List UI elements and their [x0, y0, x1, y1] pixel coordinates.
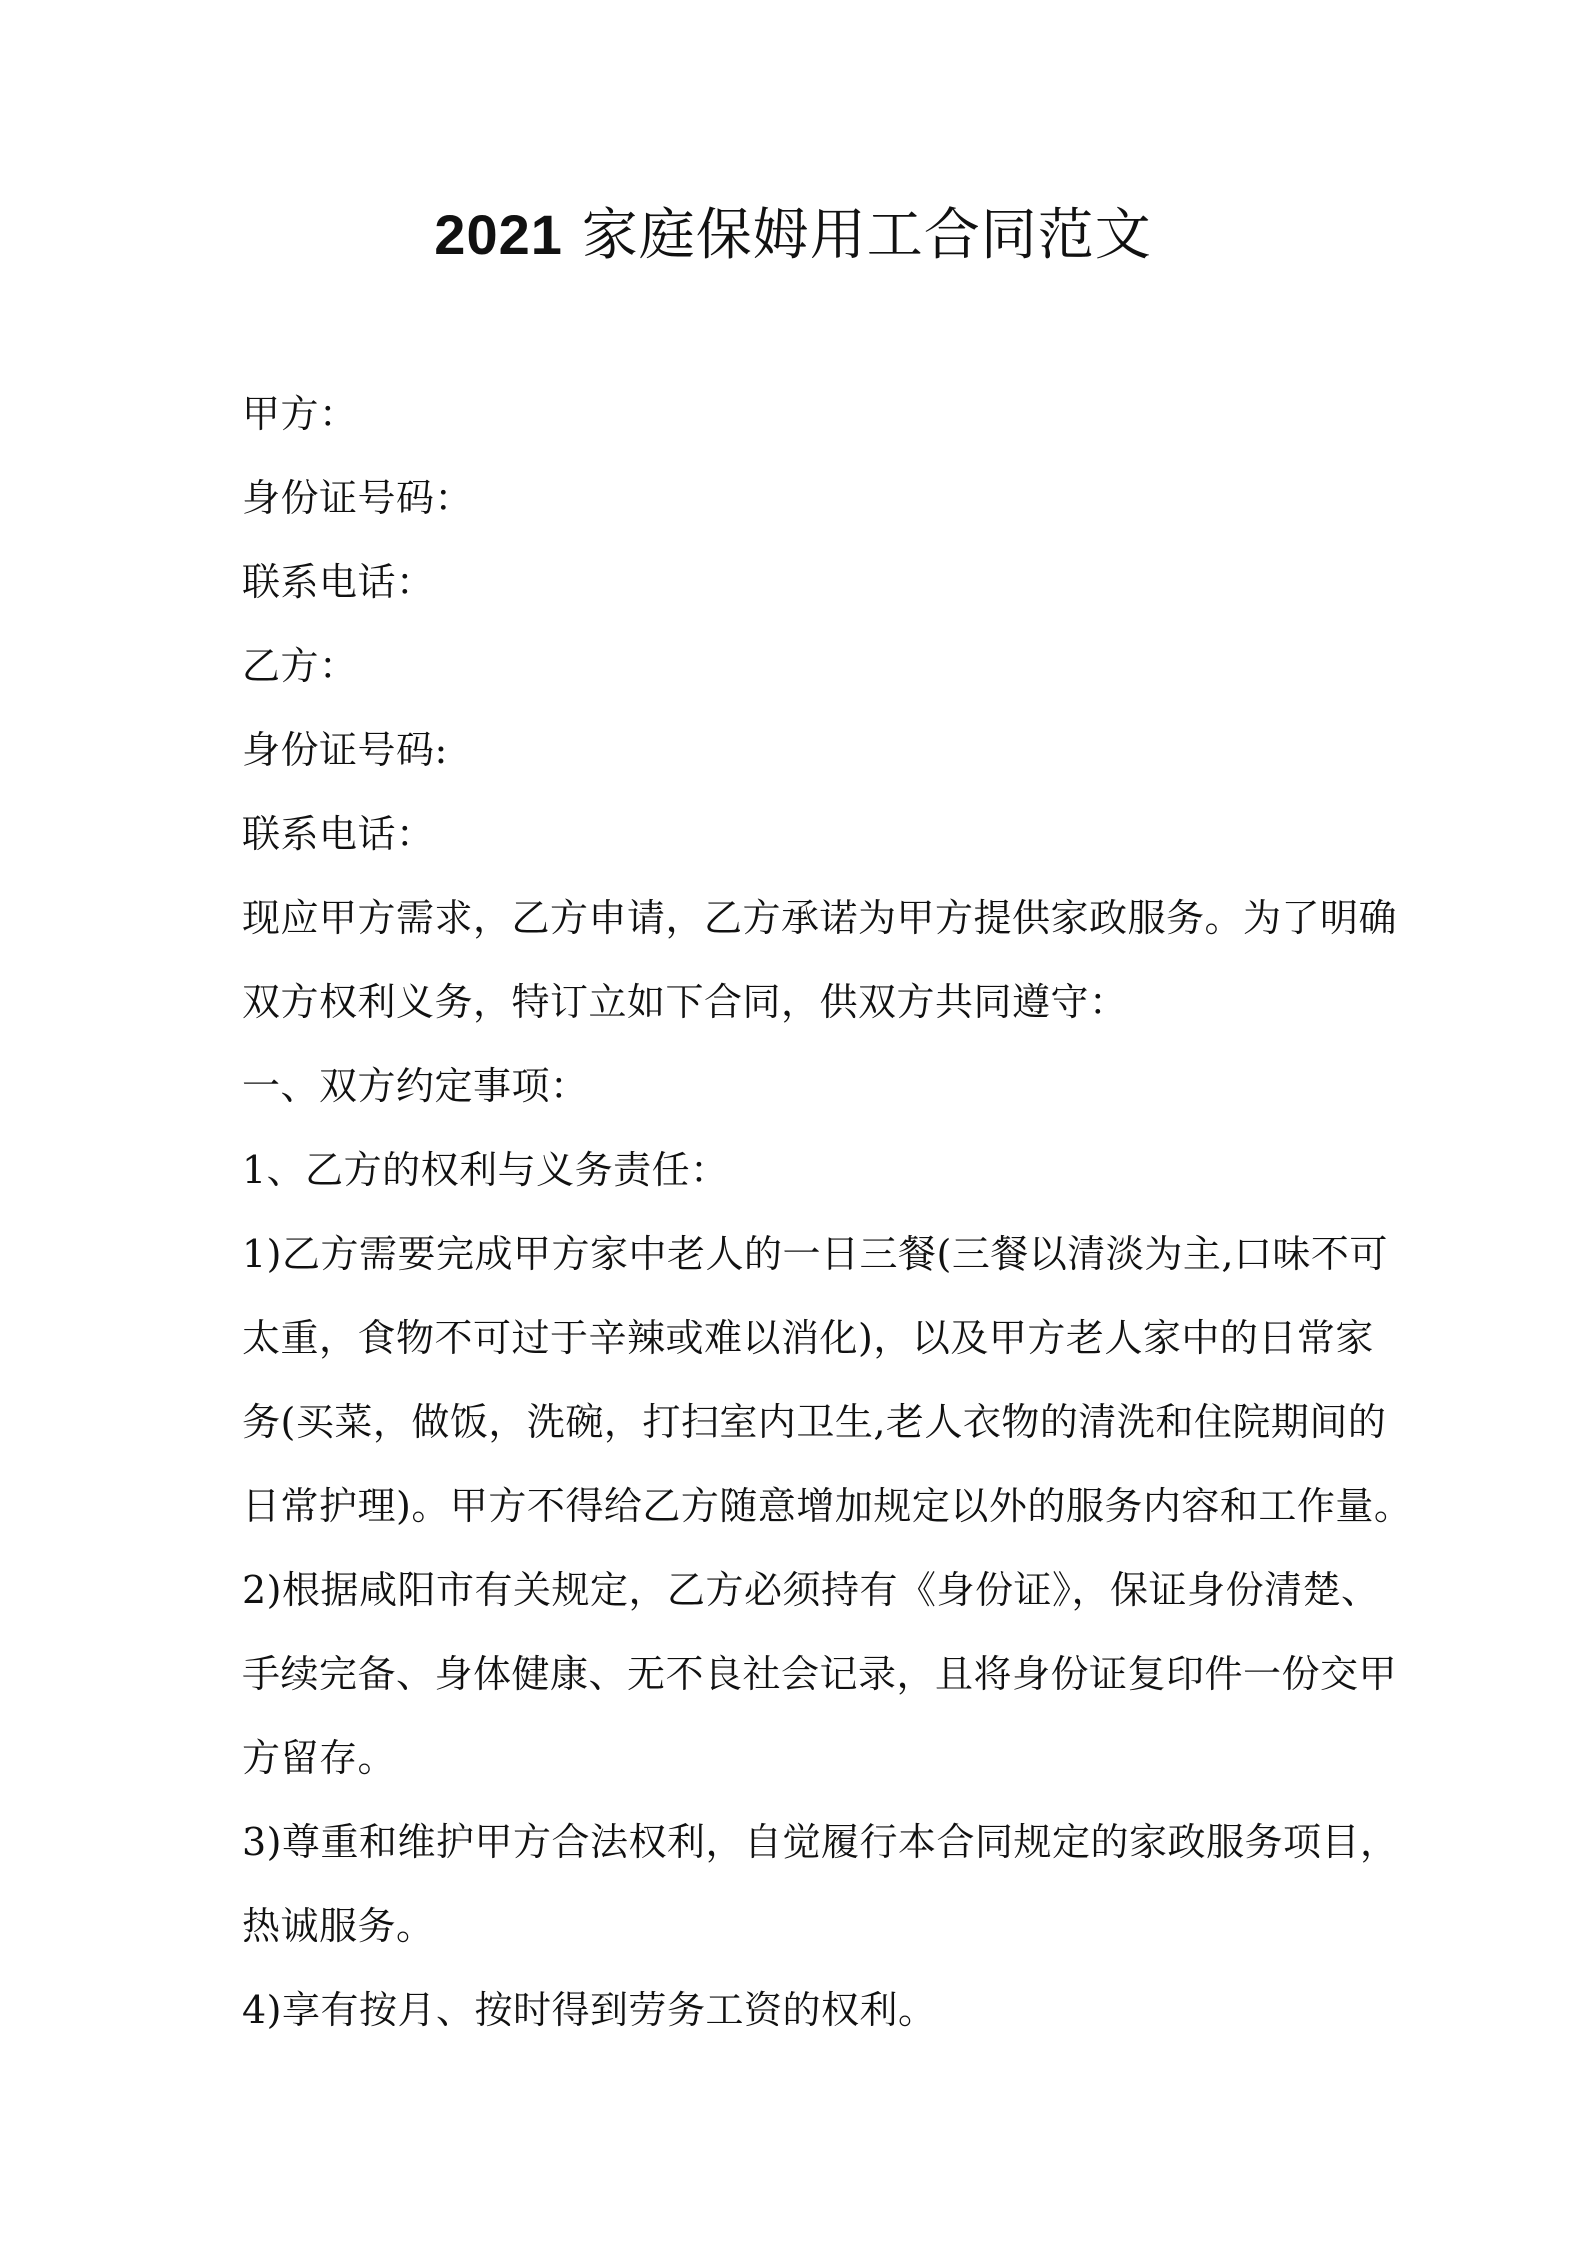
clause-line: 热诚服务。: [242, 1904, 435, 1948]
section-heading: 一、双方约定事项：: [242, 1064, 589, 1108]
clause-line: 太重，食物不可过于辛辣或难以消化)，以及甲方老人家中的日常家: [242, 1316, 1374, 1360]
clause-line: 2)根据咸阳市有关规定，乙方必须持有《身份证》，保证身份清楚、: [242, 1568, 1380, 1612]
clause-line: 务(买菜，做饭，洗碗，打扫室内卫生,老人衣物的清洗和住院期间的: [242, 1400, 1387, 1444]
document-body: [242, 372, 1413, 2052]
clause-line: 方留存。: [242, 1736, 397, 1780]
party-a-phone-label: 联系电话：: [242, 560, 435, 604]
party-b-phone-label: 联系电话：: [242, 812, 435, 856]
party-b-label: 乙方：: [242, 644, 358, 688]
party-a-id-label: 身份证号码：: [242, 476, 474, 520]
clause-line: 3)尊重和维护甲方合法权利，自觉履行本合同规定的家政服务项目，: [242, 1820, 1399, 1864]
title-text: 家庭保姆用工合同范文: [581, 203, 1152, 268]
title-year: 2021: [434, 203, 563, 266]
preamble-line: 双方权利义务，特订立如下合同，供双方共同遵守：: [242, 980, 1128, 1024]
party-a-label: 甲方：: [242, 392, 358, 436]
clause-line: 日常护理)。甲方不得给乙方随意增加规定以外的服务内容和工作量。: [242, 1484, 1413, 1528]
party-b-id-label: 身份证号码:: [242, 728, 448, 772]
subsection-heading: 1、乙方的权利与义务责任：: [242, 1148, 729, 1192]
preamble-line: 现应甲方需求，乙方申请，乙方承诺为甲方提供家政服务。为了明确: [242, 896, 1398, 940]
page-title: [0, 200, 1586, 271]
clause-line: 1)乙方需要完成甲方家中老人的一日三餐(三餐以清淡为主,口味不可: [242, 1232, 1388, 1276]
clause-line: 4)享有按月、按时得到劳务工资的权利。: [242, 1988, 937, 2032]
clause-line: 手续完备、身体健康、无不良社会记录，且将身份证复印件一份交甲: [242, 1652, 1398, 1696]
